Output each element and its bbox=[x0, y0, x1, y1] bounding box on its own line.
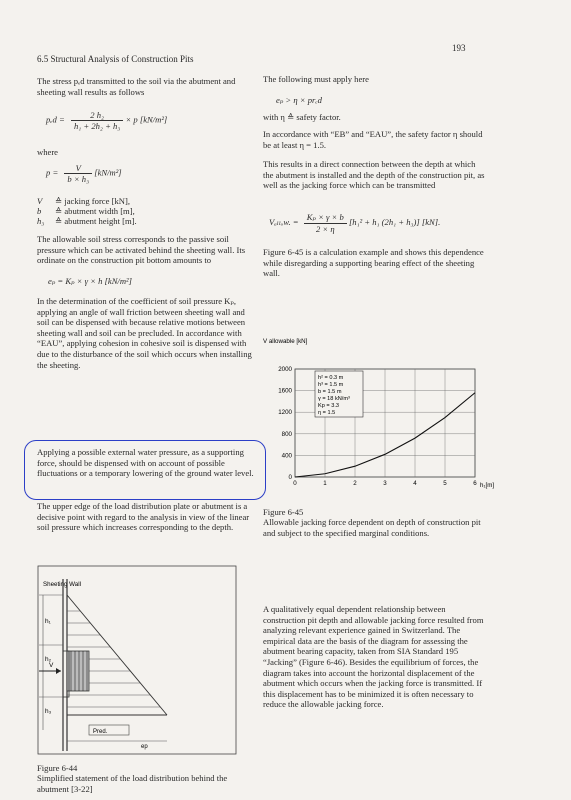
chart-x-tick-label: 4 bbox=[413, 480, 417, 487]
equation-p-rest: [kN/m²] bbox=[94, 167, 122, 178]
equation-v-allow-rest: [h₁² + h₁ (2h₁ + h₃)] [kN]. bbox=[348, 216, 441, 227]
chart-y-tick-label: 1600 bbox=[278, 387, 292, 395]
pred-label: Pred. bbox=[93, 729, 108, 735]
equation-pred-rest: × p [kN/m²] bbox=[125, 114, 168, 125]
h1-label: h₁ bbox=[45, 618, 51, 625]
equation-p-fraction bbox=[64, 163, 92, 184]
h3-label: h₃ bbox=[45, 708, 52, 715]
figure-6-45-caption bbox=[263, 507, 488, 538]
chart-legend-entry: h² = 0.3 m bbox=[318, 375, 344, 381]
right-paragraph-switzerland: A qualitatively equal dependent relationship between construction pit depth and allowable jacking force resulted from analyzing relevant experience gained in Switzerland. The empirical data are the basis of the diagram for assessing the abutment bearing capacity, taken from SIA Standard 195 “Jacking” (Figure 6-46). Besides the equilibrium of forces, the diagram takes into account the horizontal displacement of the abutment which occurs when the jacking force is transmitted. If this displacement has to be minimized it is often necessary to reduce the allowable jacking force. bbox=[263, 604, 484, 710]
chart-x-tick-label: 3 bbox=[383, 480, 387, 487]
right-paragraph-must-apply: The following must apply here bbox=[263, 74, 369, 84]
figure-6-44-caption-text: Simplified statement of the load distribution behind the abutment [3-22] bbox=[37, 773, 228, 794]
chart-legend-entry: Kp = 3.3 bbox=[318, 403, 339, 409]
h2-label: h₂ bbox=[45, 656, 52, 663]
chart-legend-entry: γ = 18 kN/m³ bbox=[318, 396, 350, 402]
ep-label: ep bbox=[141, 744, 148, 750]
chart-y-tick-label: 2000 bbox=[278, 366, 292, 373]
chart-legend bbox=[315, 371, 363, 417]
right-paragraph-safety-factor: with η ≙ safety factor. bbox=[263, 112, 341, 122]
sheeting-wall-label: Sheeting Wall bbox=[43, 581, 81, 588]
left-paragraph-upper-edge: The upper edge of the load distribution plate or abutment is a decisive point with regard to the analysis in view of the linear soil pressure which increases corresponding to the depth. bbox=[37, 501, 250, 533]
chart-x-tick-label: 5 bbox=[443, 480, 447, 487]
chart-ylabel: V allowable [kN] bbox=[263, 338, 308, 345]
equation-pred bbox=[46, 110, 167, 131]
chart-x-ticks bbox=[293, 480, 477, 487]
equation-pred-denominator: h₁ + 2h₂ + h₃ bbox=[73, 121, 121, 131]
chart-legend-entry: η = 1.5 bbox=[318, 410, 336, 416]
right-paragraph-connection: This results in a direct connection between the depth at which the abutment is installed and the depth of the construction pit, as well as the jacking force which can be transmitted bbox=[263, 159, 485, 191]
page-number: 193 bbox=[452, 43, 466, 53]
figure-6-44-caption-title: Figure 6-44 bbox=[37, 763, 78, 773]
where-label: where bbox=[37, 147, 58, 157]
chart-y-tick-label: 400 bbox=[281, 452, 292, 460]
equation-ep-condition: eₚ > η × prₑd bbox=[276, 95, 322, 105]
figure-6-44-caption bbox=[37, 763, 237, 794]
chart-xlabel: h₁[m] bbox=[480, 482, 495, 489]
equation-p-denominator: b × h₃ bbox=[67, 174, 90, 184]
equation-ep: eₚ = Kₚ × γ × h [kN/m²] bbox=[48, 276, 132, 286]
left-paragraph-coefficient: In the determination of the coefficient of soil pressure Kₚ, applying an angle of wall friction between sheeting wall and soil can be dispensed with because relative motions between sheeting wall and soil can be precluded. In accordance with “EAU”, applying cohesion in cohesive soil is dispensed with due to the disturbance of the soil which occurs when installing the sheeting. bbox=[37, 296, 252, 370]
chart-x-tick-label: 6 bbox=[473, 480, 477, 487]
chart-y-tick-label: 0 bbox=[288, 474, 292, 481]
definition-row: V ≙ jacking force [kN], bbox=[37, 196, 130, 206]
figure-6-44-diagram bbox=[37, 565, 237, 755]
equation-p-numerator: V bbox=[64, 163, 92, 174]
figure-6-45-caption-title: Figure 6-45 bbox=[263, 507, 304, 517]
definition-row: b ≙ abutment width [m], bbox=[37, 206, 135, 216]
chart-y-tick-label: 1200 bbox=[278, 409, 292, 417]
variable-definitions bbox=[37, 196, 137, 226]
chart-y-ticks bbox=[278, 366, 292, 481]
right-paragraph-figure-example: Figure 6-45 is a calculation example and shows this dependence while disregarding a supporting bearing effect of the sheeting wall. bbox=[263, 247, 484, 279]
equation-v-allow-fraction bbox=[304, 212, 347, 234]
equation-v-allow bbox=[269, 212, 440, 234]
left-paragraph-stress: The stress pₑd transmitted to the soil via the abutment and sheeting wall results as follows bbox=[37, 76, 236, 97]
section-header: 6.5 Structural Analysis of Construction Pits bbox=[37, 54, 194, 64]
definition-row: h₃ ≙ abutment height [m]. bbox=[37, 216, 137, 226]
figure-6-45-chart bbox=[263, 335, 508, 495]
equation-p-lhs: p = bbox=[46, 167, 59, 178]
equation-pred-numerator: 2 h₂ bbox=[71, 110, 123, 121]
chart-x-tick-label: 2 bbox=[353, 480, 357, 487]
left-paragraph-allowable-stress: The allowable soil stress corresponds to the passive soil pressure which can be activated behind the sheeting wall. Its ordinate on the construction pit bottom amounts to bbox=[37, 234, 246, 266]
equation-v-allow-lhs: Vₐₗₗₒw. = bbox=[269, 216, 299, 227]
chart-y-tick-label: 800 bbox=[281, 430, 292, 438]
figure-6-45-caption-text: Allowable jacking force dependent on depth of construction pit and subject to the specified marginal conditions. bbox=[263, 517, 481, 538]
right-paragraph-eb-eau: In accordance with “EB” and “EAU”, the safety factor η should be at least η = 1.5. bbox=[263, 129, 483, 150]
chart-x-tick-label: 1 bbox=[323, 480, 327, 487]
chart-legend-entry: h³ = 1.5 m bbox=[318, 382, 344, 388]
chart-legend-entry: b = 1.5 m bbox=[318, 389, 342, 395]
equation-pred-fraction bbox=[71, 110, 123, 131]
left-paragraph-water-pressure: Applying a possible external water pressure, as a supporting force, should be dispensed with on account of possible fluctuations or a temporary lowering of the ground water level. bbox=[37, 447, 254, 479]
equation-p bbox=[46, 163, 122, 184]
equation-pred-lhs: pₑd = bbox=[46, 114, 65, 125]
v-label: V bbox=[49, 662, 54, 669]
equation-v-allow-denominator: 2 × η bbox=[315, 224, 335, 234]
equation-v-allow-numerator: Kₚ × γ × b bbox=[304, 212, 347, 224]
chart-x-tick-label: 0 bbox=[293, 480, 297, 487]
